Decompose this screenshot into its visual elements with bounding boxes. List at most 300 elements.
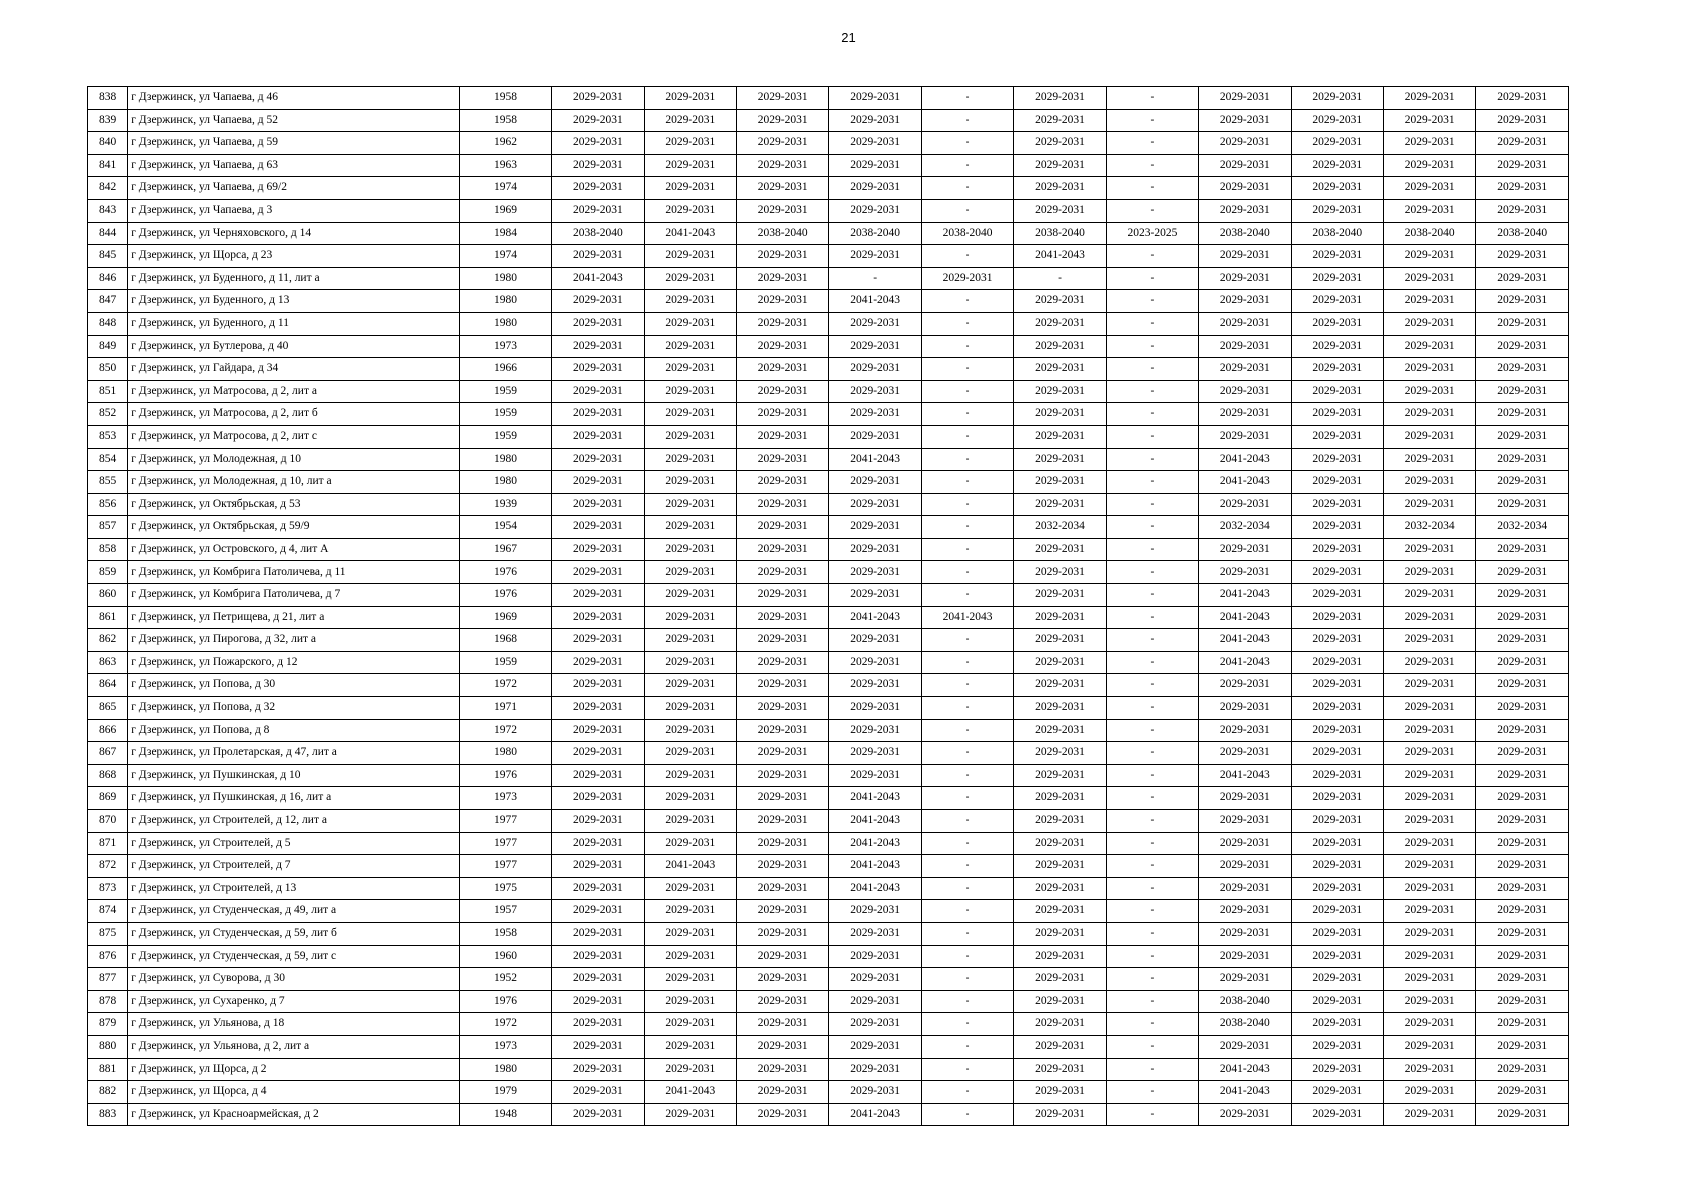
period-cell: 2029-2031 bbox=[829, 154, 921, 177]
period-cell: 2029-2031 bbox=[737, 561, 829, 584]
period-cell: 2029-2031 bbox=[1476, 1058, 1569, 1081]
period-cell: 2029-2031 bbox=[1014, 1058, 1106, 1081]
period-cell: 2029-2031 bbox=[1476, 290, 1569, 313]
table-row bbox=[88, 719, 1569, 742]
period-cell: 2029-2031 bbox=[552, 832, 644, 855]
build-year-cell: 1973 bbox=[459, 787, 551, 810]
period-cell: 2029-2031 bbox=[829, 1058, 921, 1081]
period-cell: 2029-2031 bbox=[829, 764, 921, 787]
period-cell: 2029-2031 bbox=[1383, 1013, 1475, 1036]
period-cell: 2029-2031 bbox=[1291, 855, 1383, 878]
period-cell: - bbox=[1106, 810, 1198, 833]
period-cell: 2029-2031 bbox=[1199, 945, 1291, 968]
period-cell: 2041-2043 bbox=[552, 267, 644, 290]
period-cell: - bbox=[921, 674, 1013, 697]
period-cell: 2029-2031 bbox=[737, 787, 829, 810]
table-row bbox=[88, 900, 1569, 923]
period-cell: - bbox=[1106, 290, 1198, 313]
period-cell: 2041-2043 bbox=[644, 222, 736, 245]
build-year-cell: 1954 bbox=[459, 516, 551, 539]
period-cell: 2029-2031 bbox=[1383, 87, 1475, 110]
period-cell: 2029-2031 bbox=[1476, 810, 1569, 833]
period-cell: 2041-2043 bbox=[1199, 584, 1291, 607]
period-cell: - bbox=[921, 290, 1013, 313]
period-cell: 2029-2031 bbox=[644, 87, 736, 110]
period-cell: 2029-2031 bbox=[1383, 990, 1475, 1013]
period-cell: 2029-2031 bbox=[1476, 787, 1569, 810]
period-cell: 2029-2031 bbox=[1476, 538, 1569, 561]
address-cell: г Дзержинск, ул Чапаева, д 63 bbox=[128, 154, 460, 177]
build-year-cell: 1963 bbox=[459, 154, 551, 177]
table-row bbox=[88, 245, 1569, 268]
period-cell: 2029-2031 bbox=[1199, 380, 1291, 403]
period-cell: 2029-2031 bbox=[644, 154, 736, 177]
row-number-cell: 844 bbox=[88, 222, 128, 245]
period-cell: 2029-2031 bbox=[1383, 425, 1475, 448]
period-cell: 2029-2031 bbox=[1199, 425, 1291, 448]
period-cell: 2029-2031 bbox=[552, 922, 644, 945]
table-row bbox=[88, 199, 1569, 222]
address-cell: г Дзержинск, ул Попова, д 30 bbox=[128, 674, 460, 697]
period-cell: - bbox=[1106, 267, 1198, 290]
period-cell: 2029-2031 bbox=[552, 968, 644, 991]
period-cell: 2029-2031 bbox=[1014, 335, 1106, 358]
period-cell: 2029-2031 bbox=[737, 493, 829, 516]
period-cell: 2029-2031 bbox=[1291, 990, 1383, 1013]
period-cell: 2029-2031 bbox=[737, 358, 829, 381]
row-number-cell: 861 bbox=[88, 606, 128, 629]
period-cell: 2029-2031 bbox=[644, 290, 736, 313]
period-cell: - bbox=[921, 471, 1013, 494]
period-cell: 2029-2031 bbox=[829, 697, 921, 720]
period-cell: 2041-2043 bbox=[1199, 606, 1291, 629]
build-year-cell: 1972 bbox=[459, 1013, 551, 1036]
period-cell: 2029-2031 bbox=[1014, 810, 1106, 833]
period-cell: 2029-2031 bbox=[1476, 697, 1569, 720]
build-year-cell: 1958 bbox=[459, 87, 551, 110]
row-number-cell: 877 bbox=[88, 968, 128, 991]
row-number-cell: 871 bbox=[88, 832, 128, 855]
table-row bbox=[88, 1058, 1569, 1081]
period-cell: 2029-2031 bbox=[1199, 290, 1291, 313]
period-cell: 2029-2031 bbox=[1476, 109, 1569, 132]
period-cell: 2041-2043 bbox=[1199, 1081, 1291, 1104]
period-cell: 2029-2031 bbox=[1476, 245, 1569, 268]
table-row bbox=[88, 877, 1569, 900]
period-cell: 2029-2031 bbox=[1014, 448, 1106, 471]
period-cell: 2029-2031 bbox=[829, 584, 921, 607]
period-cell: 2029-2031 bbox=[1476, 561, 1569, 584]
period-cell: 2029-2031 bbox=[829, 1013, 921, 1036]
period-cell: 2029-2031 bbox=[1383, 471, 1475, 494]
table-row bbox=[88, 855, 1569, 878]
period-cell: 2029-2031 bbox=[1476, 945, 1569, 968]
period-cell: 2029-2031 bbox=[829, 109, 921, 132]
period-cell: - bbox=[1106, 719, 1198, 742]
row-number-cell: 864 bbox=[88, 674, 128, 697]
period-cell: 2041-2043 bbox=[829, 787, 921, 810]
table-row bbox=[88, 290, 1569, 313]
period-cell: 2029-2031 bbox=[552, 493, 644, 516]
period-cell: - bbox=[1106, 358, 1198, 381]
period-cell: - bbox=[1106, 245, 1198, 268]
period-cell: 2029-2031 bbox=[737, 1058, 829, 1081]
address-cell: г Дзержинск, ул Чапаева, д 46 bbox=[128, 87, 460, 110]
period-cell: - bbox=[921, 697, 1013, 720]
period-cell: 2029-2031 bbox=[1199, 719, 1291, 742]
period-cell: 2038-2040 bbox=[1383, 222, 1475, 245]
address-cell: г Дзержинск, ул Строителей, д 13 bbox=[128, 877, 460, 900]
period-cell: 2029-2031 bbox=[552, 109, 644, 132]
period-cell: 2029-2031 bbox=[552, 651, 644, 674]
build-year-cell: 1959 bbox=[459, 403, 551, 426]
row-number-cell: 865 bbox=[88, 697, 128, 720]
period-cell: 2029-2031 bbox=[737, 900, 829, 923]
period-cell: 2029-2031 bbox=[552, 561, 644, 584]
period-cell: 2029-2031 bbox=[1383, 380, 1475, 403]
period-cell: 2029-2031 bbox=[1383, 267, 1475, 290]
period-cell: 2029-2031 bbox=[1476, 1013, 1569, 1036]
period-cell: 2041-2043 bbox=[644, 1081, 736, 1104]
period-cell: 2029-2031 bbox=[1291, 584, 1383, 607]
period-cell: 2029-2031 bbox=[737, 584, 829, 607]
period-cell: 2029-2031 bbox=[1476, 922, 1569, 945]
period-cell: 2029-2031 bbox=[1291, 335, 1383, 358]
build-year-cell: 1984 bbox=[459, 222, 551, 245]
period-cell: 2032-2034 bbox=[1383, 516, 1475, 539]
period-cell: 2029-2031 bbox=[829, 335, 921, 358]
period-cell: 2041-2043 bbox=[921, 606, 1013, 629]
period-cell: 2029-2031 bbox=[644, 945, 736, 968]
address-cell: г Дзержинск, ул Матросова, д 2, лит а bbox=[128, 380, 460, 403]
period-cell: 2029-2031 bbox=[1199, 335, 1291, 358]
build-year-cell: 1976 bbox=[459, 584, 551, 607]
period-cell: 2029-2031 bbox=[1291, 267, 1383, 290]
table-row bbox=[88, 538, 1569, 561]
period-cell: 2029-2031 bbox=[644, 900, 736, 923]
row-number-cell: 876 bbox=[88, 945, 128, 968]
period-cell: 2029-2031 bbox=[644, 832, 736, 855]
period-cell: 2029-2031 bbox=[1014, 538, 1106, 561]
address-cell: г Дзержинск, ул Чапаева, д 69/2 bbox=[128, 177, 460, 200]
period-cell: 2041-2043 bbox=[1014, 245, 1106, 268]
period-cell: 2029-2031 bbox=[1291, 764, 1383, 787]
address-cell: г Дзержинск, ул Матросова, д 2, лит б bbox=[128, 403, 460, 426]
table-row bbox=[88, 990, 1569, 1013]
period-cell: 2041-2043 bbox=[829, 855, 921, 878]
row-number-cell: 841 bbox=[88, 154, 128, 177]
build-year-cell: 1980 bbox=[459, 1058, 551, 1081]
period-cell: 2029-2031 bbox=[1014, 990, 1106, 1013]
period-cell: 2029-2031 bbox=[1291, 787, 1383, 810]
row-number-cell: 883 bbox=[88, 1103, 128, 1126]
period-cell: - bbox=[1106, 380, 1198, 403]
period-cell: - bbox=[921, 403, 1013, 426]
period-cell: 2029-2031 bbox=[552, 629, 644, 652]
table-row bbox=[88, 222, 1569, 245]
period-cell: 2029-2031 bbox=[737, 651, 829, 674]
period-cell: 2029-2031 bbox=[737, 855, 829, 878]
build-year-cell: 1960 bbox=[459, 945, 551, 968]
period-cell: 2029-2031 bbox=[737, 403, 829, 426]
period-cell: 2029-2031 bbox=[737, 335, 829, 358]
period-cell: 2029-2031 bbox=[1014, 109, 1106, 132]
period-cell: 2029-2031 bbox=[552, 154, 644, 177]
period-cell: 2029-2031 bbox=[1383, 900, 1475, 923]
row-number-cell: 842 bbox=[88, 177, 128, 200]
period-cell: 2029-2031 bbox=[737, 1081, 829, 1104]
period-cell: - bbox=[1106, 154, 1198, 177]
period-cell: 2029-2031 bbox=[1383, 1103, 1475, 1126]
period-cell: 2029-2031 bbox=[1383, 629, 1475, 652]
period-cell: 2029-2031 bbox=[644, 380, 736, 403]
period-cell: - bbox=[1106, 651, 1198, 674]
row-number-cell: 869 bbox=[88, 787, 128, 810]
period-cell: 2029-2031 bbox=[1476, 764, 1569, 787]
period-cell: - bbox=[921, 516, 1013, 539]
period-cell: - bbox=[921, 629, 1013, 652]
row-number-cell: 879 bbox=[88, 1013, 128, 1036]
period-cell: - bbox=[921, 990, 1013, 1013]
period-cell: 2029-2031 bbox=[737, 538, 829, 561]
period-cell: - bbox=[921, 132, 1013, 155]
address-cell: г Дзержинск, ул Чапаева, д 52 bbox=[128, 109, 460, 132]
period-cell: 2029-2031 bbox=[921, 267, 1013, 290]
period-cell: 2029-2031 bbox=[552, 787, 644, 810]
period-cell: 2029-2031 bbox=[829, 312, 921, 335]
period-cell: 2029-2031 bbox=[1383, 109, 1475, 132]
build-year-cell: 1968 bbox=[459, 629, 551, 652]
period-cell: 2029-2031 bbox=[829, 516, 921, 539]
build-year-cell: 1948 bbox=[459, 1103, 551, 1126]
period-cell: 2029-2031 bbox=[1014, 154, 1106, 177]
period-cell: - bbox=[921, 968, 1013, 991]
period-cell: - bbox=[1106, 87, 1198, 110]
period-cell: 2029-2031 bbox=[1014, 1035, 1106, 1058]
period-cell: 2029-2031 bbox=[1291, 245, 1383, 268]
table-row bbox=[88, 335, 1569, 358]
period-cell: 2029-2031 bbox=[1291, 900, 1383, 923]
period-cell: 2029-2031 bbox=[1199, 810, 1291, 833]
address-cell: г Дзержинск, ул Октябрьская, д 59/9 bbox=[128, 516, 460, 539]
period-cell: - bbox=[1106, 764, 1198, 787]
period-cell: 2029-2031 bbox=[552, 538, 644, 561]
period-cell: - bbox=[921, 358, 1013, 381]
period-cell: 2029-2031 bbox=[1383, 787, 1475, 810]
row-number-cell: 845 bbox=[88, 245, 128, 268]
address-cell: г Дзержинск, ул Студенческая, д 59, лит с bbox=[128, 945, 460, 968]
period-cell: 2029-2031 bbox=[1476, 425, 1569, 448]
period-cell: - bbox=[921, 900, 1013, 923]
row-number-cell: 872 bbox=[88, 855, 128, 878]
build-year-cell: 1962 bbox=[459, 132, 551, 155]
period-cell: 2041-2043 bbox=[1199, 471, 1291, 494]
period-cell: 2029-2031 bbox=[1476, 177, 1569, 200]
period-cell: 2029-2031 bbox=[552, 199, 644, 222]
build-year-cell: 1977 bbox=[459, 855, 551, 878]
period-cell: - bbox=[1106, 1058, 1198, 1081]
build-year-cell: 1969 bbox=[459, 199, 551, 222]
period-cell: - bbox=[1014, 267, 1106, 290]
period-cell: 2029-2031 bbox=[1383, 403, 1475, 426]
period-cell: 2029-2031 bbox=[737, 177, 829, 200]
build-year-cell: 1973 bbox=[459, 335, 551, 358]
period-cell: 2041-2043 bbox=[829, 810, 921, 833]
period-cell: - bbox=[1106, 561, 1198, 584]
period-cell: 2041-2043 bbox=[829, 1103, 921, 1126]
period-cell: 2029-2031 bbox=[1291, 403, 1383, 426]
period-cell: 2029-2031 bbox=[1014, 855, 1106, 878]
page-number: 21 bbox=[841, 30, 856, 45]
period-cell: - bbox=[1106, 109, 1198, 132]
period-cell: 2029-2031 bbox=[1291, 471, 1383, 494]
period-cell: 2029-2031 bbox=[552, 290, 644, 313]
period-cell: 2041-2043 bbox=[1199, 629, 1291, 652]
build-year-cell: 1976 bbox=[459, 764, 551, 787]
period-cell: - bbox=[921, 425, 1013, 448]
period-cell: 2029-2031 bbox=[1476, 877, 1569, 900]
period-cell: 2029-2031 bbox=[1291, 1103, 1383, 1126]
row-number-cell: 859 bbox=[88, 561, 128, 584]
period-cell: 2029-2031 bbox=[1014, 87, 1106, 110]
period-cell: 2029-2031 bbox=[1199, 154, 1291, 177]
period-cell: 2029-2031 bbox=[829, 425, 921, 448]
period-cell: 2029-2031 bbox=[1291, 493, 1383, 516]
period-cell: 2029-2031 bbox=[737, 380, 829, 403]
period-cell: 2029-2031 bbox=[1476, 87, 1569, 110]
table-row bbox=[88, 177, 1569, 200]
build-year-cell: 1974 bbox=[459, 177, 551, 200]
address-cell: г Дзержинск, ул Бутлерова, д 40 bbox=[128, 335, 460, 358]
build-year-cell: 1952 bbox=[459, 968, 551, 991]
period-cell: 2029-2031 bbox=[1476, 900, 1569, 923]
period-cell: 2029-2031 bbox=[644, 719, 736, 742]
period-cell: - bbox=[921, 742, 1013, 765]
period-cell: 2029-2031 bbox=[552, 697, 644, 720]
period-cell: 2029-2031 bbox=[1014, 968, 1106, 991]
row-number-cell: 838 bbox=[88, 87, 128, 110]
period-cell: - bbox=[921, 154, 1013, 177]
period-cell: 2029-2031 bbox=[737, 832, 829, 855]
period-cell: 2029-2031 bbox=[552, 403, 644, 426]
table-row bbox=[88, 674, 1569, 697]
period-cell: 2029-2031 bbox=[1383, 1035, 1475, 1058]
period-cell: 2029-2031 bbox=[737, 448, 829, 471]
table-row bbox=[88, 584, 1569, 607]
period-cell: 2029-2031 bbox=[552, 1058, 644, 1081]
address-cell: г Дзержинск, ул Комбрига Патоличева, д 7 bbox=[128, 584, 460, 607]
period-cell: 2029-2031 bbox=[737, 471, 829, 494]
period-cell: 2029-2031 bbox=[1291, 516, 1383, 539]
period-cell: 2038-2040 bbox=[829, 222, 921, 245]
period-cell: - bbox=[1106, 606, 1198, 629]
period-cell: 2029-2031 bbox=[552, 177, 644, 200]
period-cell: 2029-2031 bbox=[737, 922, 829, 945]
period-cell: 2029-2031 bbox=[1383, 245, 1475, 268]
address-cell: г Дзержинск, ул Молодежная, д 10 bbox=[128, 448, 460, 471]
period-cell: 2029-2031 bbox=[737, 154, 829, 177]
period-cell: - bbox=[1106, 199, 1198, 222]
period-cell: 2029-2031 bbox=[1014, 403, 1106, 426]
period-cell: - bbox=[1106, 968, 1198, 991]
period-cell: 2038-2040 bbox=[552, 222, 644, 245]
period-cell: 2029-2031 bbox=[737, 290, 829, 313]
period-cell: 2029-2031 bbox=[1383, 154, 1475, 177]
period-cell: 2029-2031 bbox=[1199, 245, 1291, 268]
period-cell: 2029-2031 bbox=[1291, 719, 1383, 742]
period-cell: - bbox=[1106, 629, 1198, 652]
period-cell: 2041-2043 bbox=[1199, 1058, 1291, 1081]
period-cell: 2029-2031 bbox=[1383, 764, 1475, 787]
build-year-cell: 1959 bbox=[459, 380, 551, 403]
period-cell: 2029-2031 bbox=[1291, 154, 1383, 177]
period-cell: 2029-2031 bbox=[1014, 922, 1106, 945]
period-cell: 2029-2031 bbox=[1291, 425, 1383, 448]
period-cell: 2029-2031 bbox=[552, 335, 644, 358]
period-cell: 2029-2031 bbox=[1383, 493, 1475, 516]
period-cell: 2029-2031 bbox=[1199, 1035, 1291, 1058]
period-cell: 2029-2031 bbox=[1383, 945, 1475, 968]
period-cell: 2029-2031 bbox=[1291, 87, 1383, 110]
address-cell: г Дзержинск, ул Гайдара, д 34 bbox=[128, 358, 460, 381]
build-year-cell: 1976 bbox=[459, 561, 551, 584]
period-cell: 2041-2043 bbox=[829, 832, 921, 855]
period-cell: - bbox=[1106, 493, 1198, 516]
period-cell: 2029-2031 bbox=[829, 87, 921, 110]
period-cell: - bbox=[921, 335, 1013, 358]
period-cell: 2038-2040 bbox=[1476, 222, 1569, 245]
row-number-cell: 843 bbox=[88, 199, 128, 222]
table-row bbox=[88, 380, 1569, 403]
period-cell: 2029-2031 bbox=[1014, 312, 1106, 335]
table-row bbox=[88, 471, 1569, 494]
table-row bbox=[88, 109, 1569, 132]
period-cell: 2029-2031 bbox=[1291, 380, 1383, 403]
period-cell: 2029-2031 bbox=[737, 1013, 829, 1036]
address-cell: г Дзержинск, ул Ульянова, д 2, лит а bbox=[128, 1035, 460, 1058]
period-cell: 2029-2031 bbox=[644, 403, 736, 426]
period-cell: 2038-2040 bbox=[1291, 222, 1383, 245]
period-cell: 2029-2031 bbox=[1014, 199, 1106, 222]
row-number-cell: 850 bbox=[88, 358, 128, 381]
period-cell: 2029-2031 bbox=[552, 380, 644, 403]
table-row bbox=[88, 561, 1569, 584]
period-cell: 2029-2031 bbox=[1383, 312, 1475, 335]
period-cell: 2029-2031 bbox=[737, 810, 829, 833]
row-number-cell: 840 bbox=[88, 132, 128, 155]
period-cell: 2029-2031 bbox=[1476, 1103, 1569, 1126]
period-cell: - bbox=[1106, 945, 1198, 968]
table-row bbox=[88, 1013, 1569, 1036]
period-cell: 2029-2031 bbox=[552, 471, 644, 494]
period-cell: 2023-2025 bbox=[1106, 222, 1198, 245]
period-cell: 2038-2040 bbox=[1199, 1013, 1291, 1036]
period-cell: 2029-2031 bbox=[1199, 697, 1291, 720]
period-cell: 2038-2040 bbox=[921, 222, 1013, 245]
period-cell: 2029-2031 bbox=[1014, 290, 1106, 313]
period-cell: 2029-2031 bbox=[1383, 606, 1475, 629]
period-cell: 2029-2031 bbox=[1291, 132, 1383, 155]
row-number-cell: 857 bbox=[88, 516, 128, 539]
period-cell: - bbox=[1106, 832, 1198, 855]
period-cell: 2029-2031 bbox=[1291, 1013, 1383, 1036]
period-cell: 2029-2031 bbox=[829, 719, 921, 742]
period-cell: - bbox=[1106, 1035, 1198, 1058]
period-cell: 2029-2031 bbox=[1476, 832, 1569, 855]
period-cell: 2029-2031 bbox=[1383, 922, 1475, 945]
period-cell: 2029-2031 bbox=[644, 990, 736, 1013]
period-cell: 2029-2031 bbox=[552, 87, 644, 110]
